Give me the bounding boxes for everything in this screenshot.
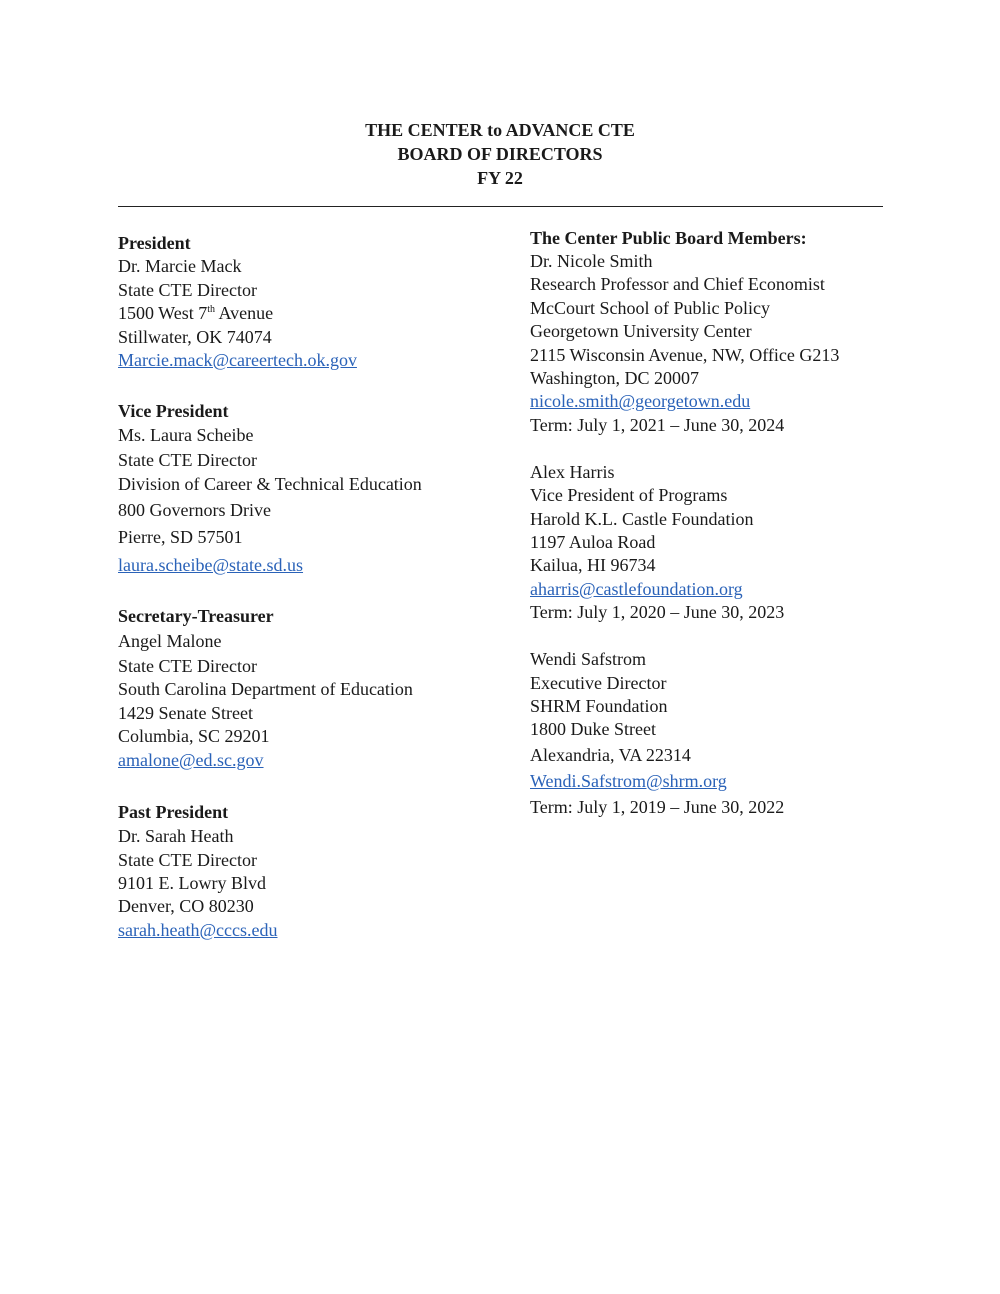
vice-president-role: State CTE Director — [118, 450, 257, 471]
member-detail: McCourt School of Public Policy — [530, 297, 770, 318]
vice-president-org: Division of Career & Technical Education — [118, 474, 422, 495]
member-detail: Research Professor and Chief Economist — [530, 274, 825, 295]
member-detail: Alexandria, VA 22314 — [530, 744, 691, 765]
past-president-name: Dr. Sarah Heath — [118, 826, 234, 847]
vice-president-city: Pierre, SD 57501 — [118, 526, 243, 547]
vice-president-name: Ms. Laura Scheibe — [118, 424, 254, 445]
member-detail: Georgetown University Center — [530, 321, 752, 342]
past-president-email-link[interactable]: sarah.heath@cccs.edu — [118, 919, 278, 940]
president-heading: President — [118, 233, 191, 253]
member-name: Dr. Nicole Smith — [530, 251, 653, 271]
member-term: Term: July 1, 2020 – June 30, 2023 — [530, 602, 785, 623]
member-detail: Executive Director — [530, 672, 667, 693]
member-name: Alex Harris — [530, 461, 615, 482]
header-divider — [118, 206, 883, 207]
org-title: THE CENTER to ADVANCE CTE — [365, 120, 635, 140]
document-header — [0, 118, 1000, 190]
president-address-suffix: th — [207, 304, 215, 316]
public-members-column — [530, 226, 910, 843]
secretary-treasurer-org: South Carolina Department of Education — [118, 679, 413, 700]
secretary-treasurer-name: Angel Malone — [118, 631, 222, 652]
member-term: Term: July 1, 2019 – June 30, 2022 — [530, 796, 785, 817]
past-president-address: 9101 E. Lowry Blvd — [118, 872, 266, 893]
member-detail: Harold K.L. Castle Foundation — [530, 508, 754, 529]
past-president-role: State CTE Director — [118, 849, 257, 870]
member-detail: Kailua, HI 96734 — [530, 555, 656, 576]
member-detail: Washington, DC 20007 — [530, 368, 700, 389]
president-name: Dr. Marcie Mack — [118, 256, 242, 277]
past-president-city: Denver, CO 80230 — [118, 896, 254, 917]
member-detail: 1800 Duke Street — [530, 719, 656, 740]
president-block — [118, 232, 488, 372]
member-block — [530, 461, 910, 625]
member-term: Term: July 1, 2021 – June 30, 2024 — [530, 414, 785, 435]
secretary-treasurer-heading: Secretary-Treasurer — [118, 605, 274, 626]
member-block — [530, 250, 910, 437]
vice-president-block — [118, 400, 488, 578]
vice-president-address: 800 Governors Drive — [118, 499, 271, 520]
member-detail: 2115 Wisconsin Avenue, NW, Office G213 — [530, 344, 840, 365]
president-address-street: Avenue — [215, 303, 274, 324]
member-email-link[interactable]: nicole.smith@georgetown.edu — [530, 391, 751, 412]
president-city: Stillwater, OK 74074 — [118, 326, 272, 347]
president-address-number: 1500 West 7 — [118, 303, 208, 324]
president-address — [118, 302, 488, 325]
vice-president-email-link[interactable]: laura.scheibe@state.sd.us — [118, 554, 304, 575]
president-email-link[interactable]: Marcie.mack@careertech.ok.gov — [118, 350, 357, 371]
secretary-treasurer-address: 1429 Senate Street — [118, 702, 253, 723]
public-members-heading: The Center Public Board Members: — [530, 228, 807, 248]
president-role: State CTE Director — [118, 279, 257, 300]
member-detail: Vice President of Programs — [530, 485, 728, 506]
officers-column — [118, 232, 488, 966]
member-block — [530, 648, 910, 820]
member-detail: 1197 Auloa Road — [530, 531, 656, 552]
secretary-treasurer-email-link[interactable]: amalone@ed.sc.gov — [118, 749, 264, 770]
board-title: BOARD OF DIRECTORS — [397, 144, 603, 164]
past-president-block — [118, 799, 488, 942]
member-detail: SHRM Foundation — [530, 695, 668, 716]
member-name: Wendi Safstrom — [530, 649, 647, 670]
secretary-treasurer-role: State CTE Director — [118, 656, 257, 677]
secretary-treasurer-city: Columbia, SC 29201 — [118, 726, 270, 747]
fiscal-year: FY 22 — [477, 168, 523, 188]
vice-president-heading: Vice President — [118, 401, 229, 422]
member-email-link[interactable]: aharris@castlefoundation.org — [530, 578, 743, 599]
secretary-treasurer-block — [118, 605, 488, 772]
past-president-heading: Past President — [118, 802, 229, 823]
member-email-link[interactable]: Wendi.Safstrom@shrm.org — [530, 770, 727, 791]
